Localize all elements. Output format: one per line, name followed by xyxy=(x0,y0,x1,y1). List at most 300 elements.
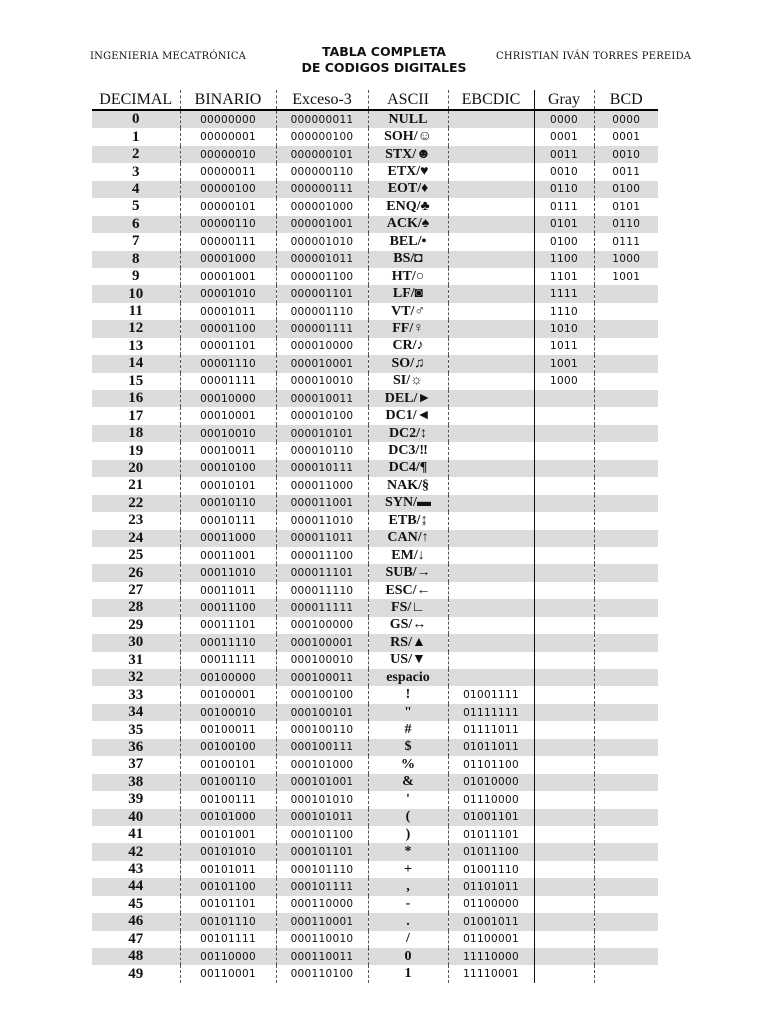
table-row xyxy=(92,948,658,965)
col-header-binario: BINARIO xyxy=(180,90,276,110)
cell-exceso3: 000110010 xyxy=(276,931,368,948)
cell-decimal: 3 xyxy=(132,163,140,180)
cell-gray xyxy=(534,564,594,581)
cell-ebcdic xyxy=(448,442,534,459)
cell-gray xyxy=(534,617,594,634)
cell-bcd: 0100 xyxy=(594,181,658,198)
cell-binario: 00000011 xyxy=(180,163,276,180)
cell-gray xyxy=(534,495,594,512)
cell-exceso3: 000001110 xyxy=(276,303,368,320)
cell-ascii: DC1/◄ xyxy=(368,407,448,424)
cell-ascii: EM/↓ xyxy=(368,547,448,564)
cell-bcd xyxy=(594,704,658,721)
cell-bcd xyxy=(594,774,658,791)
cell-decimal: 39 xyxy=(128,791,144,808)
table-row xyxy=(92,442,658,459)
cell-gray: 1011 xyxy=(534,338,594,355)
cell-binario: 00101010 xyxy=(180,843,276,860)
cell-ascii: / xyxy=(368,931,448,948)
cell-bcd xyxy=(594,512,658,529)
cell-decimal: 43 xyxy=(128,861,144,878)
cell-gray xyxy=(534,530,594,547)
cell-decimal: 22 xyxy=(92,495,180,512)
cell-binario: 00001110 xyxy=(180,355,276,372)
cell-gray xyxy=(534,861,594,878)
cell-gray: 1100 xyxy=(534,251,594,268)
cell-exceso3: 000001010 xyxy=(276,233,368,250)
cell-exceso3: 000100000 xyxy=(276,617,368,634)
cell-exceso3: 000001101 xyxy=(276,285,368,302)
cell-ascii: BS/◘ xyxy=(368,251,448,268)
cell-gray xyxy=(534,512,594,529)
cell-exceso3: 000101100 xyxy=(276,826,368,843)
cell-ebcdic xyxy=(448,407,534,424)
cell-ascii: DC2/↕ xyxy=(368,425,448,442)
cell-bcd xyxy=(594,617,658,634)
cell-bcd xyxy=(594,495,658,512)
cell-bcd xyxy=(594,686,658,703)
table-row xyxy=(92,739,658,756)
cell-ebcdic xyxy=(448,216,534,233)
cell-gray: 0100 xyxy=(534,233,594,250)
cell-ebcdic: 01001111 xyxy=(448,686,534,703)
cell-binario: 00000110 xyxy=(180,216,276,233)
cell-ebcdic xyxy=(448,460,534,477)
cell-exceso3: 000101010 xyxy=(276,791,368,808)
cell-bcd: 0110 xyxy=(594,216,658,233)
cell-exceso3: 000000110 xyxy=(276,163,368,180)
cell-gray xyxy=(534,407,594,424)
cell-ebcdic: 01001101 xyxy=(448,809,534,826)
table-row xyxy=(92,913,658,930)
cell-binario: 00100110 xyxy=(180,774,276,791)
cell-exceso3: 000110011 xyxy=(276,948,368,965)
cell-gray: 0010 xyxy=(534,163,594,180)
cell-gray: 1000 xyxy=(534,373,594,390)
cell-exceso3: 000110100 xyxy=(276,965,368,982)
cell-ascii: SI/☼ xyxy=(368,373,448,390)
cell-ascii: & xyxy=(368,774,448,791)
cell-ebcdic xyxy=(448,512,534,529)
cell-decimal: 12 xyxy=(92,320,180,337)
cell-bcd xyxy=(594,477,658,494)
table-row xyxy=(92,216,658,233)
cell-exceso3: 000010110 xyxy=(276,442,368,459)
cell-decimal: 15 xyxy=(128,372,144,389)
cell-exceso3: 000011100 xyxy=(276,547,368,564)
cell-binario: 00001010 xyxy=(180,285,276,302)
cell-bcd xyxy=(594,931,658,948)
cell-gray: 0101 xyxy=(534,216,594,233)
cell-ascii: " xyxy=(368,704,448,721)
cell-exceso3: 000000011 xyxy=(276,110,368,128)
cell-bcd xyxy=(594,442,658,459)
cell-decimal: 18 xyxy=(92,425,180,442)
cell-bcd xyxy=(594,407,658,424)
cell-ebcdic: 01001110 xyxy=(448,861,534,878)
cell-gray: 0000 xyxy=(534,110,594,128)
cell-decimal: 44 xyxy=(92,878,180,895)
cell-decimal: 6 xyxy=(92,216,180,233)
cell-binario: 00100011 xyxy=(180,721,276,738)
cell-exceso3: 000000111 xyxy=(276,181,368,198)
cell-binario: 00010000 xyxy=(180,390,276,407)
table-row xyxy=(92,198,658,215)
cell-gray xyxy=(534,442,594,459)
cell-ebcdic xyxy=(448,634,534,651)
cell-ebcdic xyxy=(448,320,534,337)
cell-exceso3: 000010100 xyxy=(276,407,368,424)
cell-ebcdic xyxy=(448,303,534,320)
cell-ascii: SYN/▬ xyxy=(368,495,448,512)
cell-ascii: ' xyxy=(368,791,448,808)
cell-gray xyxy=(534,791,594,808)
cell-gray: 0111 xyxy=(534,198,594,215)
cell-gray xyxy=(534,390,594,407)
cell-decimal: 0 xyxy=(92,110,180,128)
cell-decimal: 49 xyxy=(128,965,144,982)
cell-ascii: BEL/• xyxy=(368,233,448,250)
cell-binario: 00011110 xyxy=(180,634,276,651)
table-row xyxy=(92,477,658,494)
cell-decimal: 36 xyxy=(92,739,180,756)
cell-ascii: . xyxy=(368,913,448,930)
cell-exceso3: 000101111 xyxy=(276,878,368,895)
cell-ascii: $ xyxy=(368,739,448,756)
cell-bcd xyxy=(594,756,658,773)
cell-exceso3: 000100011 xyxy=(276,669,368,686)
cell-ascii: ETX/♥ xyxy=(368,163,448,180)
cell-exceso3: 000100010 xyxy=(276,652,368,669)
cell-bcd xyxy=(594,460,658,477)
cell-ascii: EOT/♦ xyxy=(368,181,448,198)
cell-decimal: 48 xyxy=(92,948,180,965)
cell-bcd xyxy=(594,843,658,860)
table-row xyxy=(92,128,658,145)
col-header-decimal: DECIMAL xyxy=(92,90,180,110)
cell-ascii: * xyxy=(368,843,448,860)
cell-binario: 00001101 xyxy=(180,338,276,355)
cell-gray xyxy=(534,826,594,843)
cell-decimal: 34 xyxy=(92,704,180,721)
cell-bcd: 0010 xyxy=(594,146,658,163)
cell-binario: 00110000 xyxy=(180,948,276,965)
cell-exceso3: 000001111 xyxy=(276,320,368,337)
cell-binario: 00010100 xyxy=(180,460,276,477)
cell-bcd xyxy=(594,303,658,320)
cell-ascii: ( xyxy=(368,809,448,826)
cell-ascii: DEL/► xyxy=(368,390,448,407)
cell-binario: 00101001 xyxy=(180,826,276,843)
cell-gray xyxy=(534,756,594,773)
cell-ascii: SO/♫ xyxy=(368,355,448,372)
table-row xyxy=(92,774,658,791)
cell-ebcdic: 01111011 xyxy=(448,721,534,738)
cell-ascii: - xyxy=(368,896,448,913)
cell-exceso3: 000001000 xyxy=(276,198,368,215)
cell-binario: 00000000 xyxy=(180,110,276,128)
table-body xyxy=(92,110,658,983)
digital-codes-table xyxy=(92,90,658,983)
cell-exceso3: 000011111 xyxy=(276,599,368,616)
cell-exceso3: 000011010 xyxy=(276,512,368,529)
cell-bcd xyxy=(594,896,658,913)
cell-ebcdic xyxy=(448,128,534,145)
table-row xyxy=(92,110,658,128)
cell-binario: 00000111 xyxy=(180,233,276,250)
cell-ascii: DC4/¶ xyxy=(368,460,448,477)
cell-decimal: 27 xyxy=(128,582,144,599)
cell-binario: 00010111 xyxy=(180,512,276,529)
cell-ebcdic: 01011100 xyxy=(448,843,534,860)
cell-decimal: 47 xyxy=(128,930,144,947)
cell-gray xyxy=(534,599,594,616)
cell-bcd xyxy=(594,547,658,564)
table-row xyxy=(92,791,658,808)
cell-ascii: NAK/§ xyxy=(368,477,448,494)
col-header-bcd: BCD xyxy=(594,90,658,110)
title-line-1: TABLA COMPLETA xyxy=(322,44,446,59)
cell-exceso3: 000011011 xyxy=(276,530,368,547)
cell-exceso3: 000010000 xyxy=(276,338,368,355)
cell-decimal: 1 xyxy=(132,128,140,145)
cell-bcd xyxy=(594,285,658,302)
cell-ebcdic xyxy=(448,373,534,390)
cell-decimal: 41 xyxy=(128,826,144,843)
cell-exceso3: 000101000 xyxy=(276,756,368,773)
cell-ebcdic: 01011011 xyxy=(448,739,534,756)
cell-decimal: 4 xyxy=(92,181,180,198)
cell-ascii: FS/∟ xyxy=(368,599,448,616)
cell-ascii: espacio xyxy=(368,669,448,686)
cell-gray: 1101 xyxy=(534,268,594,285)
cell-gray xyxy=(534,774,594,791)
cell-exceso3: 000010001 xyxy=(276,355,368,372)
cell-decimal: 38 xyxy=(92,774,180,791)
cell-binario: 00100111 xyxy=(180,791,276,808)
cell-gray xyxy=(534,582,594,599)
cell-binario: 00011001 xyxy=(180,547,276,564)
cell-decimal: 45 xyxy=(128,895,144,912)
cell-ebcdic: 01100001 xyxy=(448,931,534,948)
cell-exceso3: 000100110 xyxy=(276,721,368,738)
table-row xyxy=(92,721,658,738)
table-row xyxy=(92,460,658,477)
cell-gray: 0001 xyxy=(534,128,594,145)
table-row xyxy=(92,285,658,302)
cell-ascii: US/▼ xyxy=(368,652,448,669)
cell-gray: 1001 xyxy=(534,355,594,372)
cell-ebcdic xyxy=(448,425,534,442)
cell-ebcdic: 01001011 xyxy=(448,913,534,930)
cell-binario: 00101101 xyxy=(180,896,276,913)
cell-gray xyxy=(534,686,594,703)
cell-decimal: 17 xyxy=(128,407,144,424)
cell-binario: 00101100 xyxy=(180,878,276,895)
cell-bcd xyxy=(594,320,658,337)
cell-ebcdic xyxy=(448,110,534,128)
cell-exceso3: 000010010 xyxy=(276,373,368,390)
cell-ascii: 0 xyxy=(368,948,448,965)
cell-exceso3: 000001011 xyxy=(276,251,368,268)
cell-gray: 0110 xyxy=(534,181,594,198)
cell-ascii: CR/♪ xyxy=(368,338,448,355)
table-row xyxy=(92,686,658,703)
cell-bcd xyxy=(594,826,658,843)
cell-ebcdic xyxy=(448,146,534,163)
cell-exceso3: 000000100 xyxy=(276,128,368,145)
cell-bcd xyxy=(594,861,658,878)
cell-ebcdic xyxy=(448,355,534,372)
cell-ebcdic xyxy=(448,582,534,599)
cell-gray xyxy=(534,896,594,913)
cell-ebcdic xyxy=(448,268,534,285)
table-row xyxy=(92,704,658,721)
cell-ebcdic: 01111111 xyxy=(448,704,534,721)
table-row xyxy=(92,303,658,320)
table-row xyxy=(92,564,658,581)
cell-decimal: 9 xyxy=(132,268,140,285)
table-row xyxy=(92,878,658,895)
cell-gray xyxy=(534,948,594,965)
cell-gray: 1111 xyxy=(534,285,594,302)
cell-bcd: 0011 xyxy=(594,163,658,180)
cell-ebcdic xyxy=(448,599,534,616)
cell-bcd xyxy=(594,809,658,826)
cell-exceso3: 000000101 xyxy=(276,146,368,163)
cell-gray xyxy=(534,913,594,930)
author-name: CHRISTIAN IVÁN TORRES PEREIDA xyxy=(496,51,692,62)
cell-ascii: # xyxy=(368,721,448,738)
cell-exceso3: 000100101 xyxy=(276,704,368,721)
cell-ebcdic xyxy=(448,198,534,215)
cell-binario: 00011000 xyxy=(180,530,276,547)
cell-gray xyxy=(534,425,594,442)
cell-bcd xyxy=(594,338,658,355)
cell-bcd: 0111 xyxy=(594,233,658,250)
cell-ebcdic xyxy=(448,285,534,302)
cell-decimal: 30 xyxy=(92,634,180,651)
cell-decimal: 7 xyxy=(132,233,140,250)
cell-gray xyxy=(534,477,594,494)
cell-exceso3: 000101101 xyxy=(276,843,368,860)
cell-binario: 00010001 xyxy=(180,407,276,424)
col-header-exceso3: Exceso-3 xyxy=(276,90,368,110)
cell-binario: 00000001 xyxy=(180,128,276,145)
cell-bcd xyxy=(594,878,658,895)
cell-exceso3: 000010111 xyxy=(276,460,368,477)
cell-ascii: GS/↔ xyxy=(368,617,448,634)
cell-ascii: VT/♂ xyxy=(368,303,448,320)
cell-bcd xyxy=(594,373,658,390)
cell-ebcdic xyxy=(448,530,534,547)
cell-bcd xyxy=(594,530,658,547)
table-row xyxy=(92,826,658,843)
cell-ascii: CAN/↑ xyxy=(368,530,448,547)
table-row xyxy=(92,843,658,860)
cell-ascii: % xyxy=(368,756,448,773)
cell-ebcdic xyxy=(448,617,534,634)
cell-binario: 00101111 xyxy=(180,931,276,948)
table-row xyxy=(92,338,658,355)
cell-decimal: 11 xyxy=(128,303,143,320)
cell-ascii: ESC/← xyxy=(368,582,448,599)
table-row xyxy=(92,373,658,390)
table-row xyxy=(92,233,658,250)
cell-bcd xyxy=(594,390,658,407)
col-header-ascii: ASCII xyxy=(368,90,448,110)
cell-bcd: 0000 xyxy=(594,110,658,128)
cell-ebcdic xyxy=(448,477,534,494)
cell-ebcdic xyxy=(448,163,534,180)
table-row xyxy=(92,407,658,424)
cell-exceso3: 000110000 xyxy=(276,896,368,913)
cell-binario: 00000101 xyxy=(180,198,276,215)
cell-decimal: 42 xyxy=(92,843,180,860)
cell-ebcdic xyxy=(448,495,534,512)
cell-ascii: ACK/♠ xyxy=(368,216,448,233)
cell-bcd xyxy=(594,652,658,669)
table-row xyxy=(92,965,658,982)
cell-decimal: 35 xyxy=(128,721,144,738)
cell-bcd xyxy=(594,913,658,930)
cell-binario: 00000010 xyxy=(180,146,276,163)
cell-gray xyxy=(534,721,594,738)
cell-binario: 00001111 xyxy=(180,373,276,390)
cell-ascii: DC3/‼ xyxy=(368,442,448,459)
cell-ascii: ! xyxy=(368,686,448,703)
cell-binario: 00011101 xyxy=(180,617,276,634)
cell-ebcdic: 11110001 xyxy=(448,965,534,982)
cell-binario: 00000100 xyxy=(180,181,276,198)
cell-ebcdic xyxy=(448,564,534,581)
cell-decimal: 26 xyxy=(92,564,180,581)
table-row xyxy=(92,634,658,651)
cell-binario: 00110001 xyxy=(180,965,276,982)
table-row xyxy=(92,896,658,913)
cell-gray: 1010 xyxy=(534,320,594,337)
cell-ascii: RS/▲ xyxy=(368,634,448,651)
cell-decimal: 13 xyxy=(128,337,144,354)
cell-binario: 00100101 xyxy=(180,756,276,773)
cell-exceso3: 000011110 xyxy=(276,582,368,599)
cell-bcd xyxy=(594,634,658,651)
col-header-ebcdic: EBCDIC xyxy=(448,90,534,110)
cell-binario: 00011010 xyxy=(180,564,276,581)
cell-ebcdic xyxy=(448,233,534,250)
cell-ebcdic: 01110000 xyxy=(448,791,534,808)
cell-bcd xyxy=(594,791,658,808)
cell-gray xyxy=(534,931,594,948)
table-row xyxy=(92,425,658,442)
cell-binario: 00010110 xyxy=(180,495,276,512)
cell-decimal: 28 xyxy=(92,599,180,616)
table-row xyxy=(92,756,658,773)
cell-binario: 00010010 xyxy=(180,425,276,442)
cell-decimal: 37 xyxy=(128,756,144,773)
table-row xyxy=(92,861,658,878)
cell-ascii: ETB/↨ xyxy=(368,512,448,529)
cell-ascii: SOH/☺ xyxy=(368,128,448,145)
cell-gray xyxy=(534,460,594,477)
table-row xyxy=(92,268,658,285)
cell-bcd xyxy=(594,582,658,599)
cell-decimal: 33 xyxy=(128,686,144,703)
cell-ebcdic: 11110000 xyxy=(448,948,534,965)
cell-ascii: NULL xyxy=(368,110,448,128)
cell-binario: 00100000 xyxy=(180,669,276,686)
table-row xyxy=(92,652,658,669)
